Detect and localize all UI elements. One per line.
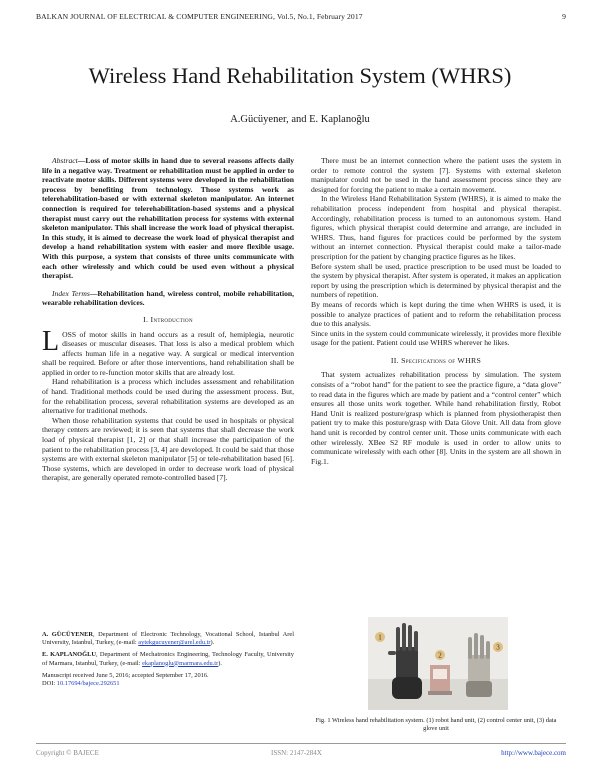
right-paragraph-4: By means of records which is kept during the time when WHRS is used, it is possible to analyze practices of patient and to reform the rehabilitation process due to this analysis. xyxy=(311,299,561,329)
footer-url-link[interactable]: http://www.bajece.com xyxy=(501,749,566,757)
author-footnotes xyxy=(42,631,294,688)
abstract-label: Abstract xyxy=(52,156,78,165)
author-1-email-link[interactable]: aytekgucuyener@arel.edu.tr xyxy=(138,639,211,647)
drop-cap: L xyxy=(42,325,60,357)
figure-label-2: 2 xyxy=(438,651,442,660)
section-1-heading: I. Introduction xyxy=(143,314,193,324)
right-paragraph-5: Since units in the system could communicate wirelessly, it provides more flexible usage for the patient. Patient could use WHRS wherever he likes. xyxy=(311,328,561,348)
intro-paragraph-1: LOSS of motor skills in hand occurs as a result of, hemiplegia, neurotic diseases or muscular diseases. That loss is also a medical problem which affects human life in a negative way. A surgical or medical intervention shall be required. Before or after those interventions, hand rehabilitation shall be applied in order to re-function motor skills that are already lost. xyxy=(42,325,294,377)
page-number: 9 xyxy=(562,12,566,21)
section-2-paragraph: That system actualizes rehabilitation process by simulation. The system consists of a “robot hand” for the patient to see the practice figure, a “data glove” to read data in the figures which are made by patient and a “control center” which ensures all those units work together. While hand rehabilitation firstly, Robot Hand Unit is realized posture/grasp which is planned from physiotherapist then patient try to make this posture/grasp with Data Glove Unit. All data from glove hand unit is recorded by control center unit. Those units communicate with each other wirelessly. XBee S2 RF module is used in order to allow units to communicate wirelessly with each other [8]. Units in the system are all shown in Fig.1. xyxy=(311,370,561,466)
footnote-author-1: A. GÜCÜYENER, Department of Electronic Technology, Vocational School, Istanbul Arel University, Istanbul, Turkey, (e-mail: aytekgucuyener@arel.edu.tr). xyxy=(42,631,294,647)
right-column xyxy=(311,156,561,466)
intro-paragraph-3: When those rehabilitation systems that could be used in hospitals or physical therapy centers are reviewed; it is seen that systems that shall decrease the work load of physical therapist [1, 2] or that shall increase the participation of the patient to the rehabilitation process [3, 4] are developed. It could be said that those systems are with external skeleton manipulator [5] or tele-rehabilitation based [6]. Those systems, which are developed in order to decrease work load of physical therapist, are generally operated remote-controlled based [7]. xyxy=(42,415,294,483)
page-footer xyxy=(36,749,566,757)
abstract xyxy=(42,156,294,281)
figure-label-1: 1 xyxy=(378,633,382,642)
paper-title: Wireless Hand Rehabilitation System (WHRS) xyxy=(88,63,512,88)
figure-label-3: 3 xyxy=(496,643,500,652)
footer-copyright: Copyright © BAJECE xyxy=(36,749,99,757)
figure-1-caption: Fig. 1 Wireless hand rehabilitation system. (1) robot hand unit, (2) control center unit, (3) data glove unit xyxy=(315,717,557,733)
doi-link[interactable]: 10.17694/bajece.292651 xyxy=(56,680,120,688)
section-2-heading: II. Specifications of WHRS xyxy=(390,355,482,365)
footnote-author-2: E. KAPLANOĞLU, Department of Mechatronics Engineering, Technology Faculty, University of Marmara, Istanbul, Turkey, (e-mail: ekaplanoglu@marmara.edu.tr). xyxy=(42,651,295,667)
paper-authors: A.Gücüyener, and E. Kaplanoğlu xyxy=(230,114,370,125)
intro-paragraph-2: Hand rehabilitation is a process which includes assessment and rehabilitation of hand. Traditional methods could be used during the assessment process. But, for the rehabilitation process, several rehabilitation systems are developed as an alternative for traditional methods. xyxy=(42,377,294,416)
index-terms-text: —Rehabilitation hand, wireless control, mobile rehabilitation, wearable rehabilitation devices. xyxy=(42,288,294,308)
control-center-illustration xyxy=(428,665,452,695)
right-paragraph-3: Before system shall be used, practice prescription to be used must be loaded to the system by physical therapist. After system is operated, it makes an application report by using the prescription which is determined by physical therapist and the numbers of repetition. xyxy=(311,261,561,300)
index-terms xyxy=(42,289,294,308)
doi-line: DOI: 10.17694/bajece.292651 xyxy=(42,680,120,688)
manuscript-received: Manuscript received June 5, 2016; accepted September 17, 2016. xyxy=(42,671,209,679)
index-terms-label: Index Terms xyxy=(52,288,90,298)
abstract-text: —Loss of motor skills in hand due to several reasons affects daily life in a negative way. Treatment or rehabilitation must be applied in order to reactivate motor skills. Different systems were developed in the rehabilitation process by benefiting from technology. Those systems work as telerehabilitation-based or with external skeleton manipulator. An internet connection is required for telerehabilitation-based systems and a physical therapist must carry out the rehabilitation process for systems with external skeleton manipulator. This shall increase the work load of physical therapist. In this study, it is aimed to decrease the work load of physical therapist and develop a hand rehabilitation system with easier and more flexible usage. With this purpose, a system that consists of three units communicate with each other wirelessly and which could be used even without a physical therapist. xyxy=(42,156,294,281)
running-header xyxy=(36,12,566,21)
right-paragraph-2: In the Wireless Hand Rehabilitation System (WHRS), it is aimed to make the rehabilitation process independent from hospital and physical therapist. Accordingly, rehabilitation process is turned to an autonomous system. Hand figures, which physical therapist could determine and arrange, are included in WHRS. Thus, hand figures for practices could be performed by the system without an internet connection. Physical therapist could make a tailor-made prescription for the patient by changing practice figures as he likes. xyxy=(311,194,561,261)
figure-1-photo xyxy=(368,617,508,710)
footer-rule xyxy=(36,743,566,744)
footer-issn: ISSN: 2147-284X xyxy=(271,749,322,757)
left-column xyxy=(42,156,294,483)
right-paragraph-1: There must be an internet connection where the patient uses the system in order to remote control the system [7]. Systems with external skeleton manipulator could not be used in the hand assessment process since they are designed for forcing the patient to make a certain movement. xyxy=(311,156,561,194)
figure-1 xyxy=(368,617,508,710)
author-2-email-link[interactable]: ekaplanoglu@marmara.edu.tr xyxy=(142,659,219,667)
journal-name: BALKAN JOURNAL OF ELECTRICAL & COMPUTER ENGINEERING, Vol.5, No.1, February 2017 xyxy=(36,12,363,21)
